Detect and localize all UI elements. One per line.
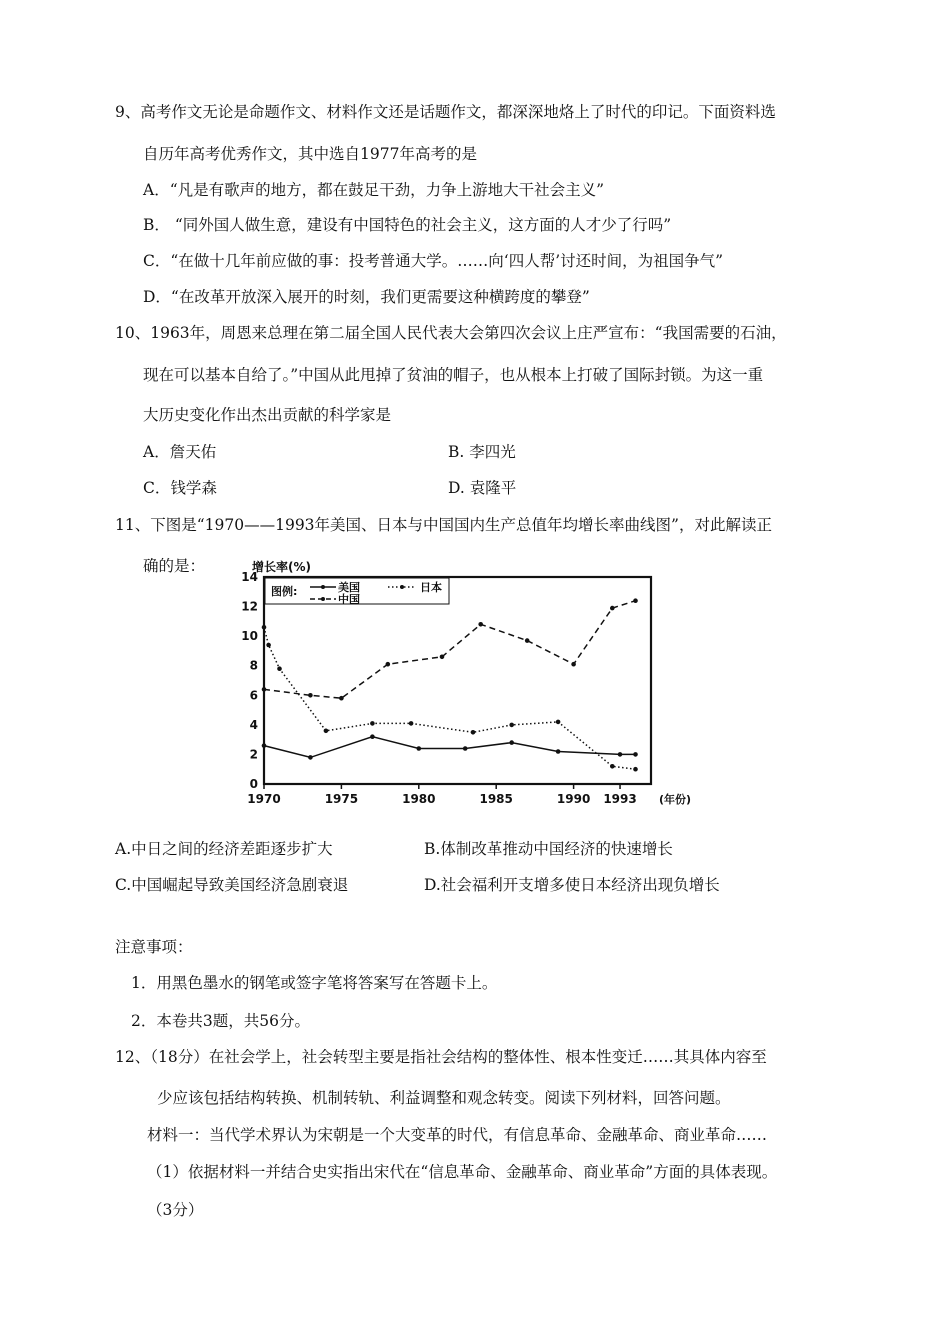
q11-option-c: C.中国崛起导致美国经济急剧衰退 bbox=[115, 876, 349, 894]
chart-ylabel: 增长率(%) bbox=[252, 560, 311, 574]
series-1-point-8 bbox=[556, 720, 561, 725]
legend-label-usa: 美国 bbox=[338, 581, 360, 594]
x-tick-label-2: 1980 bbox=[402, 792, 436, 806]
series-1-point-3 bbox=[324, 729, 329, 734]
y-tick-label-7: 14 bbox=[241, 570, 258, 584]
y-tick-label-1: 2 bbox=[249, 747, 258, 762]
q12-subquestion-1: （1）依据材料一并结合史实指出宋代在“信息革命、金融革命、商业革命”方面的具体表现。 bbox=[147, 1163, 778, 1181]
q10-stem-line1: 10、1963年，周恩来总理在第二届全国人民代表大会第四次会议上庄严宣布：“我国需要的石油， bbox=[115, 324, 787, 342]
series-1-point-6 bbox=[471, 730, 476, 735]
y-tick-label-4: 8 bbox=[249, 658, 258, 673]
q9-option-b: B． “同外国人做生意，建设有中国特色的社会主义，这方面的人才少了行吗” bbox=[143, 216, 672, 234]
q12-subquestion-1-score: （3分） bbox=[147, 1201, 204, 1219]
series-1-point-9 bbox=[610, 764, 615, 769]
series-0-point-5 bbox=[509, 740, 514, 745]
series-0-point-3 bbox=[417, 746, 422, 751]
q10-stem-line2: 现在可以基本自给了。”中国从此甩掉了贫油的帽子，也从根本上打破了国际封锁。为这一重 bbox=[143, 366, 764, 384]
x-tick-label-5: 1993 bbox=[603, 792, 637, 806]
series-1-point-0 bbox=[262, 625, 267, 630]
q9-stem-line1: 9、高考作文无论是命题作文、材料作文还是话题作文，都深深地烙上了时代的印记。下面资料选 bbox=[115, 103, 776, 121]
x-tick-label-0: 1970 bbox=[247, 792, 281, 806]
q10-stem-line3: 大历史变化作出杰出贡献的科学家是 bbox=[143, 406, 392, 424]
q10-option-d: D. 袁隆平 bbox=[448, 479, 517, 497]
notes-item-1: 1．用黑色墨水的钢笔或签字笔将答案写在答题卡上。 bbox=[131, 974, 498, 992]
q11-option-a: A.中日之间的经济差距逐步扩大 bbox=[115, 840, 333, 858]
y-tick-label-5: 10 bbox=[241, 629, 258, 644]
series-0-point-6 bbox=[556, 749, 561, 754]
series-0-point-1 bbox=[308, 755, 313, 760]
chart-xlabel: (年份) bbox=[659, 793, 692, 806]
series-1-point-1 bbox=[266, 643, 271, 648]
q10-option-a: A．詹天佑 bbox=[143, 443, 217, 461]
q11-stem-line1: 11、下图是“1970——1993年美国、日本与中国国内生产总值年均增长率曲线图”，对此解读正 bbox=[115, 516, 772, 534]
series-0-point-0 bbox=[262, 743, 267, 748]
legend-label-china: 中国 bbox=[338, 593, 360, 606]
series-1-point-2 bbox=[277, 666, 282, 671]
q11-option-b: B.体制改革推动中国经济的快速增长 bbox=[424, 840, 673, 858]
q12-stem-line1: 12、（18分）在社会学上，社会转型主要是指社会结构的整体性、根本性变迁……其具体内容至 bbox=[115, 1048, 767, 1066]
q11-option-d: D.社会福利开支增多使日本经济出现负增长 bbox=[424, 876, 720, 894]
series-0-point-7 bbox=[618, 752, 623, 757]
series-2-point-4 bbox=[440, 655, 445, 660]
notes-title: 注意事项： bbox=[115, 938, 193, 956]
chart-legend-title: 图例: bbox=[271, 585, 298, 598]
q9-option-a: A．“凡是有歌声的地方，都在鼓足干劲，力争上游地大干社会主义” bbox=[143, 181, 605, 199]
y-tick-label-3: 6 bbox=[249, 688, 258, 703]
series-2-point-0 bbox=[262, 687, 267, 692]
series-1-point-5 bbox=[409, 721, 414, 726]
series-2-point-8 bbox=[610, 606, 615, 611]
y-tick-label-0: 0 bbox=[249, 777, 258, 791]
series-2-point-7 bbox=[571, 662, 576, 667]
series-1-point-10 bbox=[633, 767, 638, 772]
q10-option-b: B. 李四光 bbox=[448, 443, 516, 461]
series-1-point-7 bbox=[509, 723, 514, 728]
growth-rate-chart bbox=[241, 556, 714, 812]
series-2-point-3 bbox=[386, 662, 391, 667]
q12-material1: 材料一：当代学术界认为宋朝是一个大变革的时代，有信息革命、金融革命、商业革命…… bbox=[147, 1126, 768, 1144]
legend-label-japan: 日本 bbox=[420, 581, 442, 594]
y-tick-label-6: 12 bbox=[241, 599, 258, 614]
series-2-point-1 bbox=[308, 693, 313, 698]
q9-stem-line2: 自历年高考优秀作文，其中选自1977年高考的是 bbox=[143, 145, 477, 163]
series-2-point-6 bbox=[525, 638, 530, 643]
x-tick-label-1: 1975 bbox=[324, 792, 359, 806]
series-line-2 bbox=[264, 601, 636, 699]
x-tick-label-4: 1990 bbox=[556, 792, 591, 806]
series-0-point-2 bbox=[370, 734, 375, 739]
q12-stem-line2: 少应该包括结构转换、机制转轨、利益调整和观念转变。阅读下列材料，回答问题。 bbox=[157, 1089, 731, 1107]
series-1-point-4 bbox=[370, 721, 375, 726]
q11-stem-line2: 确的是： bbox=[143, 557, 206, 575]
x-tick-label-3: 1985 bbox=[479, 792, 513, 806]
y-tick-label-2: 4 bbox=[249, 717, 258, 732]
series-0-point-4 bbox=[463, 746, 468, 751]
notes-item-2: 2．本卷共3题，共56分。 bbox=[131, 1012, 310, 1030]
q9-option-c: C．“在做十几年前应做的事：投考普通大学。……向‘四人帮’讨还时间，为祖国争气” bbox=[143, 252, 724, 270]
q10-option-c: C．钱学森 bbox=[143, 479, 217, 497]
series-2-point-2 bbox=[339, 696, 344, 701]
series-2-point-9 bbox=[633, 598, 638, 603]
series-2-point-5 bbox=[478, 622, 483, 627]
q9-option-d: D．“在改革开放深入展开的时刻，我们更需要这种横跨度的攀登” bbox=[143, 288, 590, 306]
series-0-point-8 bbox=[633, 752, 638, 757]
